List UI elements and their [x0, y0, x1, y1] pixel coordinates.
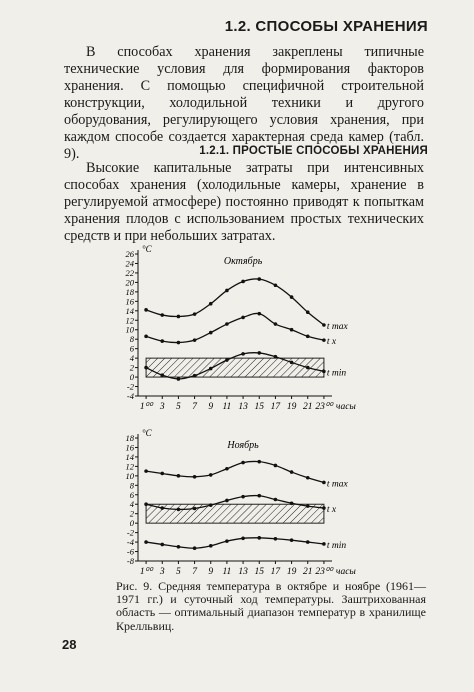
paragraph-text: Высокие капитальные затраты при интенсивных способах хранения (холодильные камеры, хранение в регулируемой атмосфере) постоянно приводят к попыткам хранения плодов с использованием простых технических средств и при небольших затратах. [64, 160, 424, 244]
data-point [290, 295, 294, 299]
data-point [160, 339, 164, 343]
data-point [322, 338, 326, 342]
data-point [225, 467, 229, 471]
data-point [209, 331, 213, 335]
data-point [160, 472, 164, 476]
data-point [306, 504, 310, 508]
data-point [290, 501, 294, 505]
data-point [209, 544, 213, 548]
data-point [322, 542, 326, 546]
data-point [209, 473, 213, 477]
data-point [306, 366, 310, 370]
data-point [193, 507, 197, 511]
data-point [274, 464, 278, 468]
y-tick-label: -6 [126, 546, 134, 557]
data-point [290, 470, 294, 474]
data-point [225, 322, 229, 326]
data-point [209, 503, 213, 507]
data-point [306, 335, 310, 339]
x-tick-label: 13 [238, 402, 248, 412]
y-tick-label: 22 [125, 267, 134, 278]
data-point [274, 322, 278, 326]
data-point [306, 310, 310, 314]
data-point [257, 312, 261, 316]
optimal-range-band [146, 504, 324, 523]
chart-november [116, 428, 366, 578]
y-tick-label: 12 [125, 461, 134, 472]
data-point [290, 361, 294, 365]
series-label: t x [326, 505, 337, 516]
y-tick-label: 20 [125, 277, 134, 288]
data-point [144, 502, 148, 506]
data-point [241, 536, 245, 540]
data-point [160, 506, 164, 510]
x-tick-label: 15 [254, 402, 264, 412]
y-tick-label: 18 [125, 433, 134, 443]
data-point [209, 302, 213, 306]
y-tick-label: 4 [129, 499, 134, 510]
x-tick-label: 13 [238, 567, 248, 577]
page-number: 28 [62, 637, 77, 652]
y-tick-label: 8 [129, 334, 134, 345]
y-tick-label: 2 [129, 362, 134, 373]
subsection-paragraph [64, 160, 424, 245]
data-point [225, 289, 229, 293]
x-tick-label: 7 [192, 402, 197, 412]
y-axis-label: °C [142, 244, 152, 254]
series-label: t min [326, 540, 347, 551]
x-tick-label: 1⁰⁰ [139, 567, 153, 577]
x-tick-label: 7 [192, 567, 197, 577]
y-tick-label: 4 [129, 353, 134, 364]
data-point [144, 469, 148, 473]
series-label: t max [326, 479, 348, 490]
data-point [177, 545, 181, 549]
data-point [322, 506, 326, 510]
x-tick-label: 21 [303, 567, 313, 577]
x-tick-label: 1⁰⁰ [139, 402, 153, 412]
x-tick-label: 19 [286, 402, 297, 412]
y-tick-label: 8 [129, 480, 134, 491]
data-point [160, 373, 164, 377]
y-tick-label: 14 [125, 451, 134, 462]
subsection-title: 1.2.1. ПРОСТЫЕ СПОСОБЫ ХРАНЕНИЯ [199, 145, 428, 157]
y-tick-label: 0 [129, 518, 134, 529]
section-title: 1.2. СПОСОБЫ ХРАНЕНИЯ [224, 18, 428, 35]
series-line [146, 538, 324, 548]
y-axis-label: °C [142, 428, 152, 438]
y-tick-label: -4 [126, 391, 134, 401]
data-point [257, 460, 261, 464]
data-point [177, 508, 181, 512]
y-tick-label: -8 [126, 556, 134, 566]
x-tick-label: 17 [270, 567, 281, 577]
data-point [274, 498, 278, 502]
data-point [241, 495, 245, 499]
paragraph-text: В способах хранения закреплены типичные технические условия для формирования факторов хранения. С помощью специфичной строительной конструкции, холодильной техники и другого оборудования, регулирующего условия хранения, при каждом способе создается характерная среда камер (табл. 9). [64, 44, 424, 162]
data-point [144, 308, 148, 312]
x-tick-label: 5 [176, 567, 181, 577]
data-point [209, 367, 213, 371]
data-point [322, 323, 326, 327]
data-point [144, 335, 148, 339]
series-label: t max [326, 322, 348, 332]
data-point [193, 338, 197, 342]
data-point [193, 546, 197, 550]
x-axis-label: часы [335, 567, 356, 577]
x-tick-label: 9 [208, 402, 214, 412]
data-point [160, 543, 164, 547]
y-tick-label: 0 [129, 372, 134, 383]
optimal-range-band [146, 358, 324, 377]
y-tick-label: 6 [129, 343, 134, 354]
data-point [144, 540, 148, 544]
x-tick-label: 3 [159, 567, 165, 577]
x-tick-label: 17 [270, 402, 281, 412]
y-tick-label: 16 [125, 296, 134, 307]
data-point [274, 283, 278, 287]
data-point [257, 536, 261, 540]
chart-title: Ноябрь [227, 440, 259, 451]
x-tick-label: 23⁰⁰ [315, 402, 333, 412]
data-point [193, 475, 197, 479]
y-tick-label: -2 [126, 527, 134, 538]
x-tick-label: 23⁰⁰ [315, 567, 333, 577]
data-point [241, 461, 245, 465]
series-label: t x [326, 337, 337, 348]
data-point [257, 277, 261, 281]
data-point [257, 351, 261, 355]
data-point [322, 481, 326, 485]
data-point [144, 366, 148, 370]
data-point [306, 540, 310, 544]
data-point [177, 341, 181, 345]
series-label: t min [326, 368, 347, 379]
data-point [225, 358, 229, 362]
data-point [225, 499, 229, 503]
chart-october [116, 244, 366, 424]
y-tick-label: -4 [126, 537, 134, 548]
y-tick-label: 6 [129, 489, 134, 500]
data-point [177, 474, 181, 478]
series-line [146, 461, 324, 482]
y-tick-label: 24 [125, 258, 134, 269]
x-tick-label: 21 [303, 402, 313, 412]
x-tick-label: 19 [286, 567, 297, 577]
data-point [177, 315, 181, 319]
series-line [146, 279, 324, 325]
data-point [322, 370, 326, 374]
y-tick-label: 2 [129, 508, 134, 519]
x-tick-label: 9 [208, 567, 214, 577]
x-tick-label: 5 [176, 402, 181, 412]
data-point [257, 494, 261, 498]
data-point [306, 476, 310, 480]
data-point [274, 537, 278, 541]
y-tick-label: 10 [125, 324, 134, 335]
y-tick-label: 16 [125, 442, 134, 453]
x-tick-label: 11 [222, 402, 232, 412]
y-tick-label: 26 [125, 249, 134, 259]
x-tick-label: 3 [159, 402, 165, 412]
y-tick-label: -2 [126, 381, 134, 392]
y-tick-label: 10 [125, 470, 134, 481]
y-tick-label: 14 [125, 305, 134, 316]
y-tick-label: 18 [125, 286, 134, 297]
data-point [160, 313, 164, 317]
data-point [241, 316, 245, 320]
data-point [193, 374, 197, 378]
x-tick-label: 15 [254, 567, 264, 577]
data-point [290, 538, 294, 542]
y-tick-label: 12 [125, 315, 134, 326]
figure-caption: Рис. 9. Средняя температура в октябре и ноябре (1961—1971 гг.) и суточный ход температуры. Заштрихованная область — оптимальный диапазон температур в хранилище Крелльвиц. [116, 579, 426, 633]
data-point [241, 352, 245, 356]
data-point [193, 312, 197, 316]
x-axis-label: часы [335, 402, 356, 412]
data-point [177, 377, 181, 381]
data-point [274, 355, 278, 359]
data-point [225, 539, 229, 543]
chart-title: Октябрь [223, 256, 263, 267]
data-point [241, 280, 245, 284]
series-line [146, 313, 324, 342]
x-tick-label: 11 [222, 567, 232, 577]
data-point [290, 328, 294, 332]
